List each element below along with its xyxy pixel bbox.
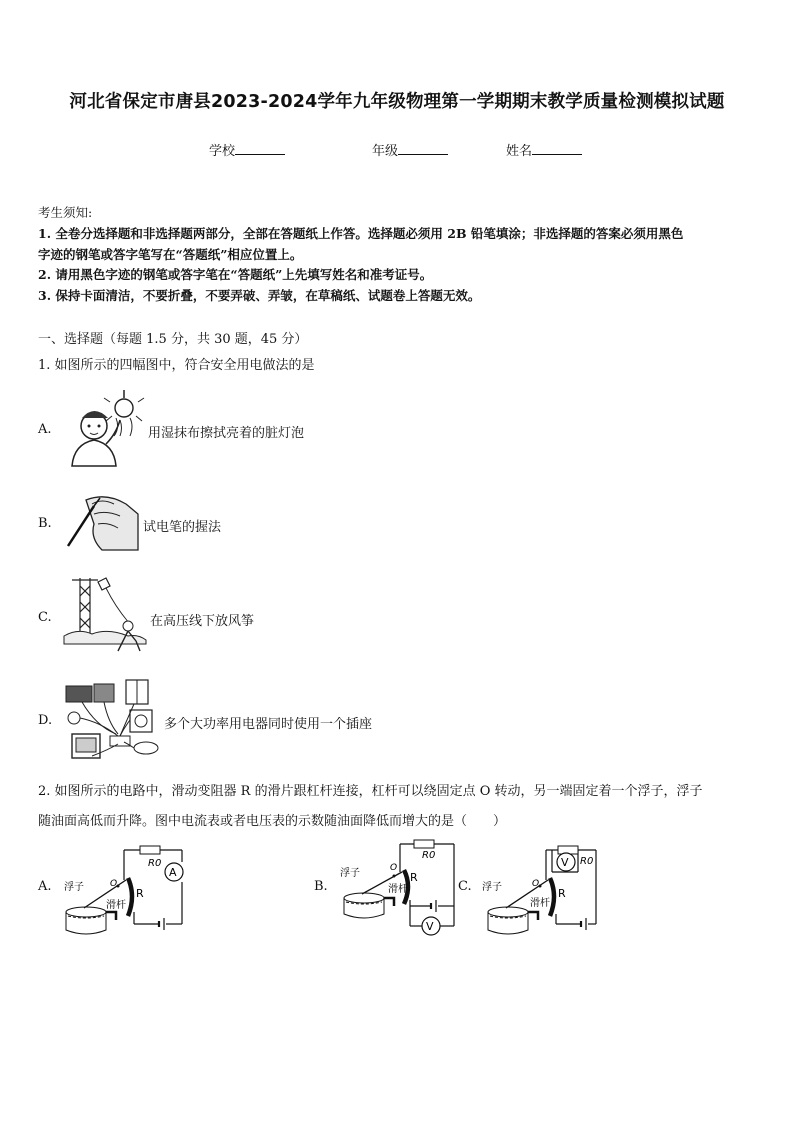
q2c-meter-label: V bbox=[561, 856, 569, 869]
notice-heading: 考生须知: bbox=[38, 205, 93, 220]
school-field[interactable] bbox=[209, 140, 285, 159]
name-blank[interactable] bbox=[532, 142, 582, 155]
page-title: 河北省保定市唐县2023-2024学年九年级物理第一学期期末教学质量检测模拟试题 bbox=[69, 92, 725, 112]
q2a-pivot-label: O bbox=[110, 879, 118, 889]
question-1-stem: 1. 如图所示的四幅图中，符合安全用电做法的是 bbox=[38, 358, 315, 373]
school-blank[interactable] bbox=[235, 142, 285, 155]
q1-option-d-letter[interactable]: D. bbox=[38, 713, 53, 728]
q2c-r-label: R bbox=[558, 887, 566, 900]
q1-option-d-text: 多个大功率用电器同时使用一个插座 bbox=[164, 717, 373, 732]
q2a-r0-label: R0 bbox=[148, 858, 162, 869]
kite-power-line-image bbox=[62, 572, 148, 658]
name-label: 姓名 bbox=[506, 144, 533, 159]
notice-item-3: 3. 保持卡面清洁，不要折叠，不要弄破、弄皱，在草稿纸、试题卷上答题无效。 bbox=[38, 288, 481, 303]
test-pen-grip-image bbox=[64, 490, 140, 552]
question-2-stem-line-1: 2. 如图所示的电路中，滑动变阻器 R 的滑片跟杠杆连接，杠杆可以绕固定点 O 转动，另一端固定着一个浮子，浮子 bbox=[38, 784, 703, 799]
q2-option-a-letter[interactable]: A. bbox=[38, 879, 52, 894]
q2c-lever-label: 滑杆 bbox=[530, 898, 550, 909]
school-label: 学校 bbox=[209, 144, 236, 159]
q2a-r-label: R bbox=[136, 887, 144, 900]
q1-option-b-letter[interactable]: B. bbox=[38, 516, 52, 531]
q1-option-a-text: 用湿抹布擦拭亮着的脏灯泡 bbox=[148, 426, 305, 441]
question-2-stem-line-2: 随油面高低而升降。图中电流表或者电压表的示数随油面降低而增大的是（ ） bbox=[38, 814, 507, 829]
overloaded-socket-image bbox=[62, 676, 162, 764]
q2a-meter-label: A bbox=[169, 866, 177, 879]
notice-item-1-line-1: 1. 全卷分选择题和非选择题两部分，全部在答题纸上作答。选择题必须用 2B 铅笔填涂；非选择题的答案必须用黑色 bbox=[38, 226, 684, 241]
q2c-float-label: 浮子 bbox=[482, 882, 502, 893]
q1-option-a-letter[interactable]: A. bbox=[38, 422, 52, 437]
q2-circuit-b bbox=[338, 836, 464, 940]
q2b-r0-label: R0 bbox=[422, 850, 436, 861]
q2-option-c-letter[interactable]: C. bbox=[458, 879, 472, 894]
notice-item-1-line-2: 字迹的钢笔或答字笔写在“答题纸”相应位置上。 bbox=[38, 247, 303, 262]
q2b-pivot-label: O bbox=[390, 863, 398, 873]
q2b-meter-label: V bbox=[426, 920, 434, 933]
q1-option-c-letter[interactable]: C. bbox=[38, 610, 52, 625]
q1-option-c-text: 在高压线下放风筝 bbox=[150, 614, 255, 629]
q2b-r-label: R bbox=[410, 871, 418, 884]
q1-option-b-text: 试电笔的握法 bbox=[143, 520, 222, 535]
q2-circuit-a bbox=[62, 842, 194, 938]
wet-cloth-lamp-image bbox=[66, 388, 146, 470]
q2a-float-label: 浮子 bbox=[64, 882, 84, 893]
name-field[interactable] bbox=[506, 140, 582, 159]
notice-item-2: 2. 请用黑色字迹的钢笔或答字笔在“答题纸”上先填写姓名和准考证号。 bbox=[38, 267, 433, 282]
q2-option-b-letter[interactable]: B. bbox=[314, 879, 328, 894]
q2a-lever-label: 滑杆 bbox=[106, 900, 126, 911]
grade-blank[interactable] bbox=[398, 142, 448, 155]
q2b-float-label: 浮子 bbox=[340, 868, 360, 879]
q2-circuit-c bbox=[480, 842, 604, 938]
grade-label: 年级 bbox=[372, 144, 399, 159]
grade-field[interactable] bbox=[372, 140, 448, 159]
section-heading: 一、选择题（每题 1.5 分，共 30 题，45 分） bbox=[38, 332, 308, 347]
q2c-pivot-label: O bbox=[532, 879, 540, 889]
q2b-lever-label: 滑杆 bbox=[388, 884, 408, 895]
q2c-r0-label: R0 bbox=[580, 856, 594, 867]
